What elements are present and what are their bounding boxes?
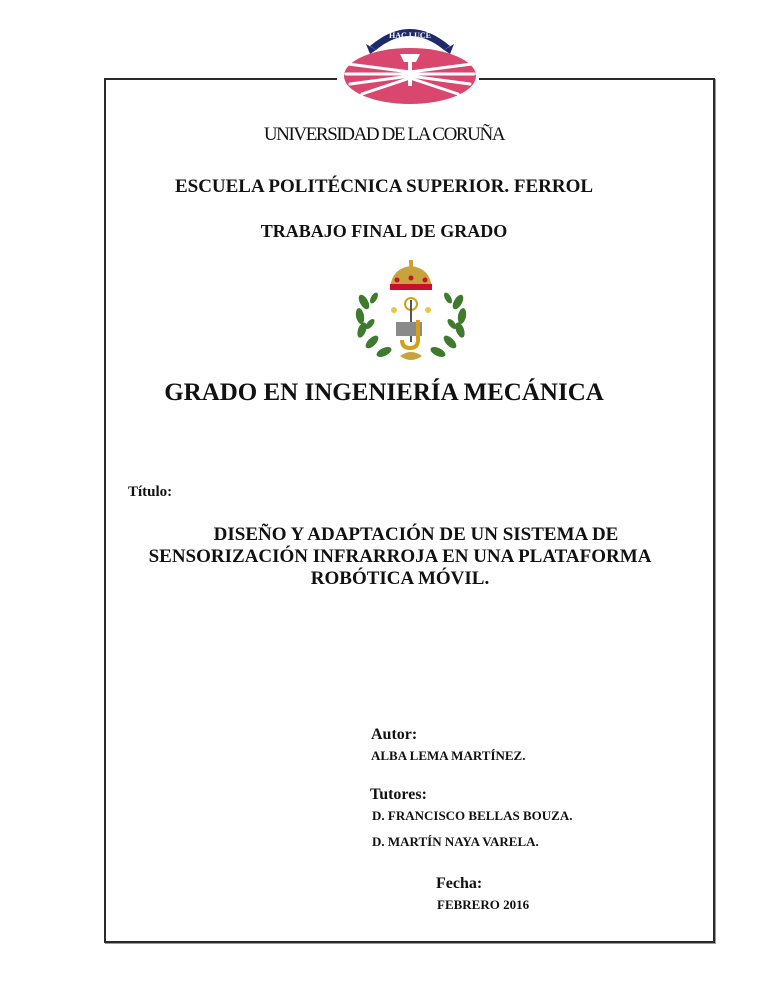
date-value: FEBRERO 2016 bbox=[437, 897, 530, 912]
thesis-title-line-1: DISEÑO Y ADAPTACIÓN DE UN SISTEMA DE bbox=[213, 524, 619, 545]
logo-motto: HAC LUCE bbox=[388, 31, 432, 40]
document-type: TRABAJO FINAL DE GRADO bbox=[260, 221, 508, 241]
tutor-name: D. MARTÍN NAYA VARELA. bbox=[372, 834, 539, 849]
thesis-title-line-3: ROBÓTICA MÓVIL. bbox=[310, 568, 490, 589]
tutor-name: D. FRANCISCO BELLAS BOUZA. bbox=[372, 808, 573, 823]
engineering-school-crest-icon bbox=[352, 260, 470, 366]
author-name: ALBA LEMA MARTÍNEZ. bbox=[371, 748, 526, 763]
school-name: ESCUELA POLITÉCNICA SUPERIOR. FERROL bbox=[174, 176, 594, 197]
author-label: Autor: bbox=[371, 726, 418, 743]
title-label: Título: bbox=[128, 484, 173, 500]
thesis-title bbox=[110, 524, 690, 590]
degree-name: GRADO EN INGENIERÍA MECÁNICA bbox=[164, 379, 604, 406]
date-label: Fecha: bbox=[436, 875, 483, 892]
thesis-title-line-2: SENSORIZACIÓN INFRARROJA EN UNA PLATAFORMA bbox=[148, 546, 652, 567]
university-logo-icon bbox=[340, 14, 480, 108]
university-name: UNIVERSIDAD DE LA CORUÑA bbox=[263, 124, 505, 145]
tutors-label: Tutores: bbox=[370, 786, 427, 803]
